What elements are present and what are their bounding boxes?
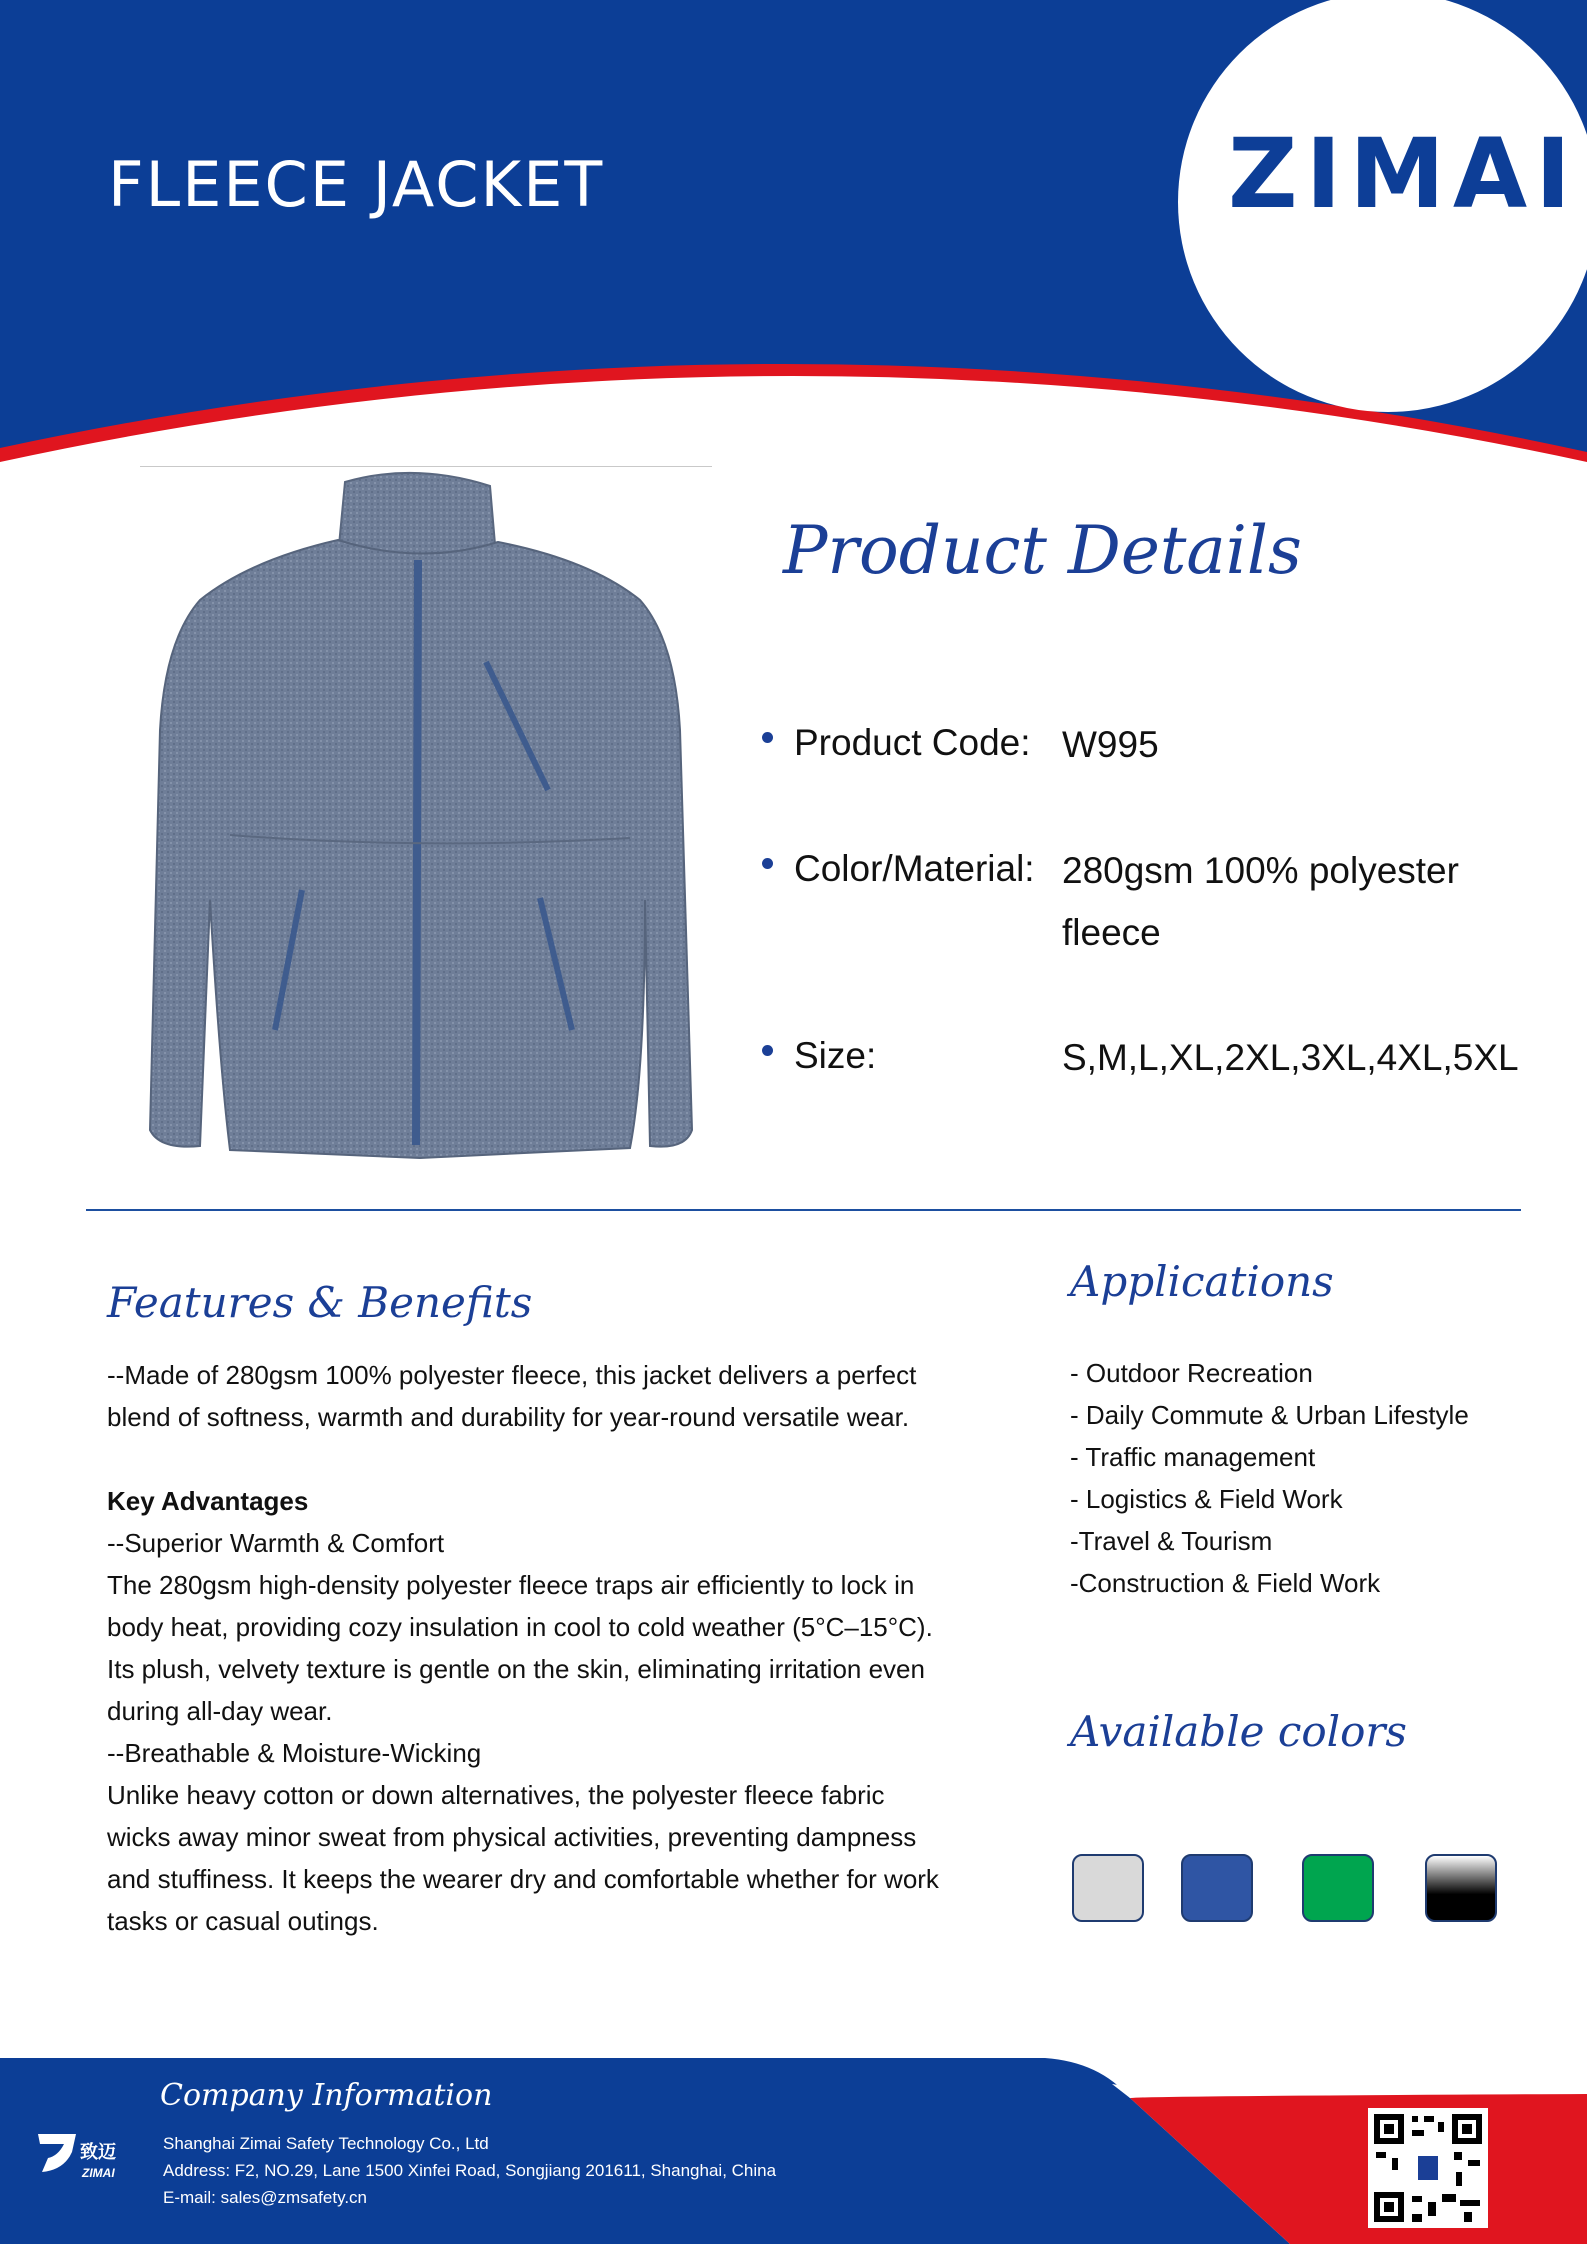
section-divider <box>86 1209 1521 1211</box>
color-swatch-black <box>1425 1854 1497 1922</box>
color-swatch-grey <box>1072 1854 1144 1922</box>
size-value: S,M,L,XL,2XL,3XL,4XL,5XL <box>1062 1037 1519 1078</box>
product-code-value: W995 <box>1062 724 1159 765</box>
company-name: Shanghai Zimai Safety Technology Co., Ltd <box>163 2134 489 2153</box>
qr-code-icon <box>1368 2108 1488 2228</box>
breathable-text: Unlike heavy cotton or down alternatives, the polyester fleece fabric wicks away minor sweat from physical activities, preventing dampness and stuffiness. It keeps the wearer dry and comfortable whether for work tasks or casual outings. <box>107 1780 939 1936</box>
color-swatch-blue <box>1181 1854 1253 1922</box>
spec-bullet <box>762 732 773 743</box>
company-email: E-mail: sales@zmsafety.cn <box>163 2188 367 2207</box>
warmth-heading: --Superior Warmth & Comfort <box>107 1528 445 1558</box>
brand-logo: ZIMAI <box>1228 118 1579 230</box>
color-material-value: 280gsm 100% polyester fleece <box>1062 850 1459 953</box>
product-details-title: Product Details <box>783 512 1302 589</box>
product-code-label: Product Code: <box>794 722 1031 763</box>
footer-logo-cn: 致迈 <box>80 2142 116 2162</box>
company-logo-icon <box>34 2130 80 2176</box>
spec-bullet <box>762 858 773 869</box>
color-swatch-green <box>1302 1854 1374 1922</box>
list-item: -Travel & Tourism <box>1070 1526 1273 1556</box>
applications-list <box>1070 1352 1469 1604</box>
breathable-heading: --Breathable & Moisture-Wicking <box>107 1738 482 1768</box>
company-info-title: Company Information <box>160 2078 493 2113</box>
spec-bullet <box>762 1045 773 1056</box>
document-title: FLEECE JACKET <box>108 148 605 221</box>
warmth-text: The 280gsm high-density polyester fleece traps air efficiently to lock in body heat, providing cozy insulation in cool to cold weather (5°C–15°C). Its plush, velvety texture is gentle on the skin, eliminating irritation even during all-day wear. <box>107 1570 933 1726</box>
list-item: - Outdoor Recreation <box>1070 1358 1313 1388</box>
size-label: Size: <box>794 1035 877 1076</box>
key-advantages-heading: Key Advantages <box>107 1486 309 1516</box>
features-body <box>107 1354 947 1942</box>
available-colors-title: Available colors <box>1070 1707 1407 1756</box>
header-banner <box>0 0 1587 470</box>
fleece-jacket-photo <box>140 470 712 1170</box>
image-top-rule <box>140 466 712 467</box>
footer-logo-text: ZIMAI <box>82 2166 115 2180</box>
features-intro: --Made of 280gsm 100% polyester fleece, this jacket delivers a perfect blend of softness, warmth and durability for year-round versatile wear. <box>107 1360 917 1432</box>
color-material-label: Color/Material: <box>794 848 1035 889</box>
applications-title: Applications <box>1070 1257 1334 1306</box>
list-item: -Construction & Field Work <box>1070 1568 1381 1598</box>
company-address: Address: F2, NO.29, Lane 1500 Xinfei Road, Songjiang 201611, Shanghai, China <box>163 2161 777 2180</box>
list-item: - Logistics & Field Work <box>1070 1484 1343 1514</box>
list-item: - Daily Commute & Urban Lifestyle <box>1070 1400 1469 1430</box>
features-title: Features & Benefits <box>107 1278 533 1327</box>
list-item: - Traffic management <box>1070 1442 1316 1472</box>
